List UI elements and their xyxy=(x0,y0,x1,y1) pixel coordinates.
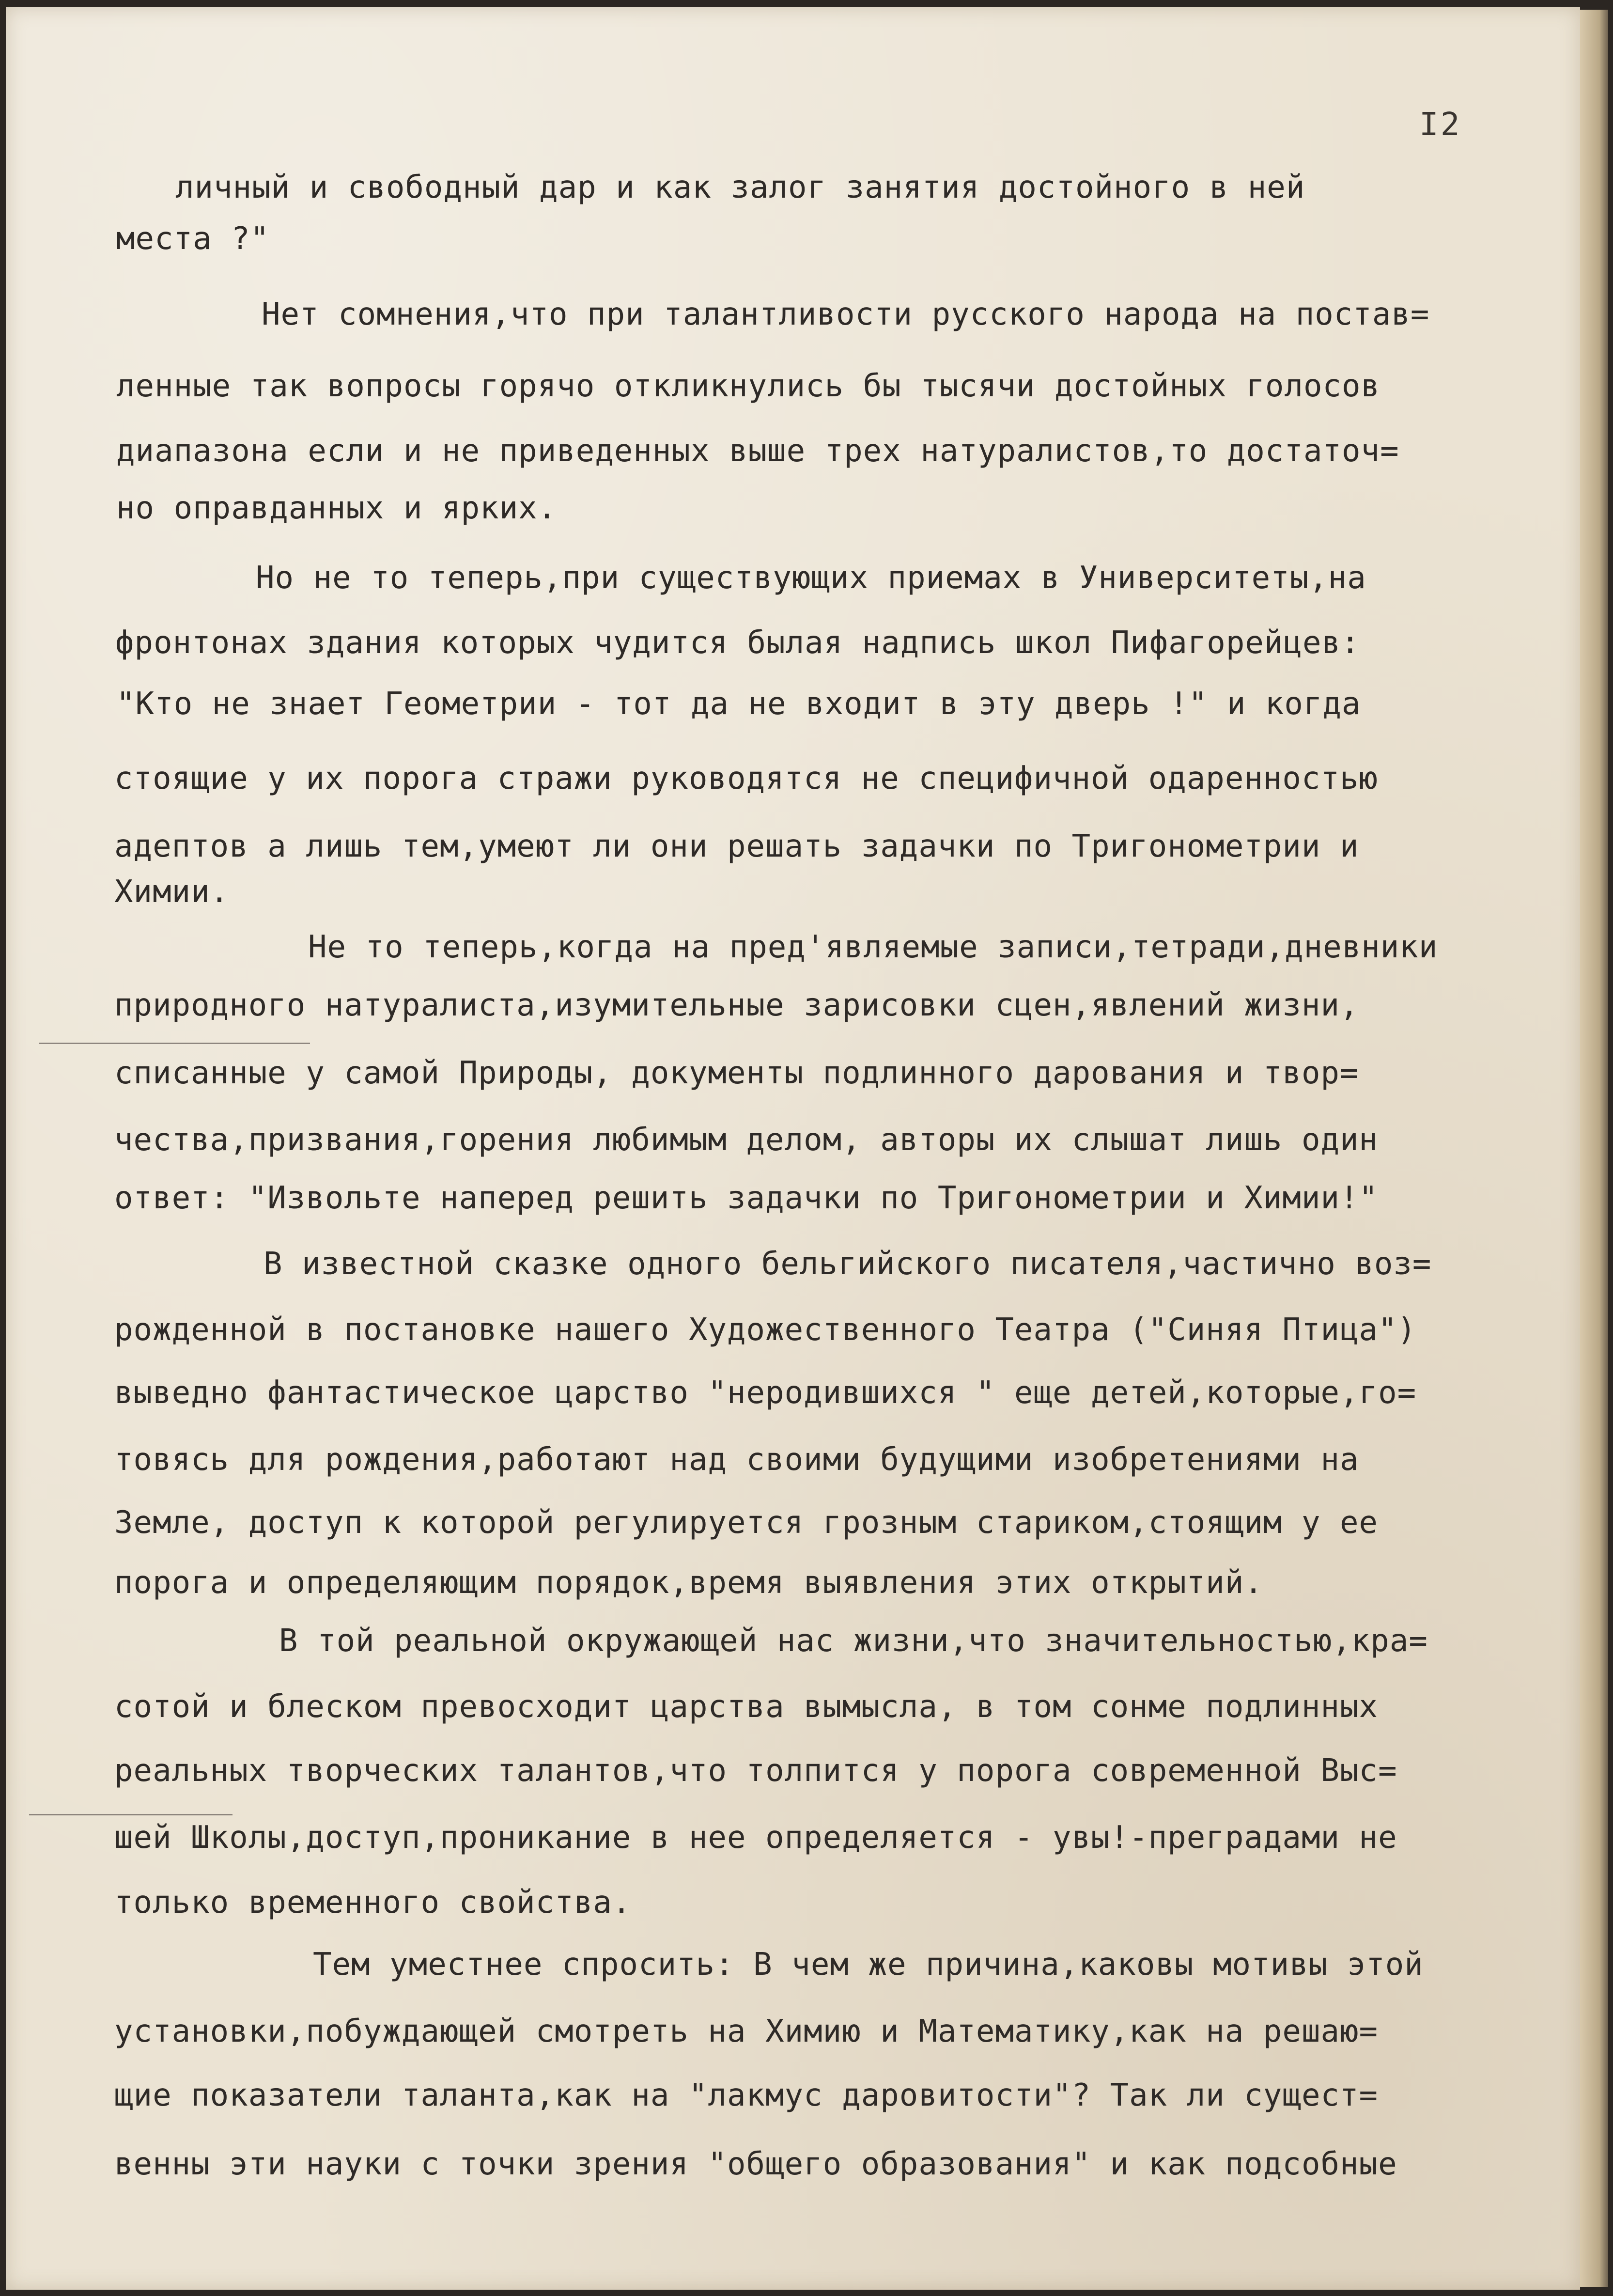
text-line: Не то теперь,когда на пред'являемые записи,тетради,дневники xyxy=(308,929,1438,965)
text-line: установки,побуждающей смотреть на Химию и Математику,как на решаю= xyxy=(114,2014,1379,2049)
text-line: Тем уместнее спросить: В чем же причина,каковы мотивы этой xyxy=(313,1947,1424,1983)
page-number: I2 xyxy=(1419,106,1462,143)
text-line: фронтонах здания которых чудится былая надпись школ Пифагорейцев: xyxy=(115,625,1360,661)
margin-pencil-line xyxy=(39,1043,310,1044)
text-line: Химии. xyxy=(114,874,230,910)
text-line: чества,призвания,горения любимым делом, авторы их слышат лишь один xyxy=(114,1122,1379,1158)
text-line: диапазона если и не приведенных выше трех натуралистов,то достаточ= xyxy=(116,433,1399,469)
text-line: Земле, доступ к которой регулируется грозным стариком,стоящим у ее xyxy=(114,1505,1379,1541)
text-line: венны эти науки с точки зрения "общего образования" и как подсобные xyxy=(114,2146,1397,2182)
text-line: В той реальной окружающей нас жизни,что значительностью,кра= xyxy=(279,1623,1428,1659)
text-line: ленные так вопросы горячо откликнулись бы тысячи достойных голосов xyxy=(116,368,1380,404)
text-line: списанные у самой Природы, документы подлинного дарования и твор= xyxy=(114,1055,1359,1091)
text-line: только временного свойства. xyxy=(114,1885,632,1921)
text-line: выведно фантастическое царство "неродившихся " еще детей,которые,го= xyxy=(114,1375,1417,1411)
text-line: Но не то теперь,при существующих приемах в Университеты,на xyxy=(256,560,1366,596)
text-line: щие показатели таланта,как на "лакмус даровитости"? Так ли сущест= xyxy=(114,2077,1379,2113)
text-line: природного натуралиста,изумительные зарисовки сцен,явлений жизни, xyxy=(114,987,1359,1023)
text-line: адептов а лишь тем,умеют ли они решать задачки по Тригонометрии и xyxy=(114,828,1359,864)
text-line: личный и свободный дар и как залог занятия достойного в ней xyxy=(175,170,1305,205)
text-line: ответ: "Извольте наперед решить задачки по Тригонометрии и Химии!" xyxy=(114,1180,1379,1216)
text-line: товясь для рождения,работают над своими будущими изобретениями на xyxy=(114,1442,1359,1478)
text-line: В известной сказке одного бельгийского писателя,частично воз= xyxy=(264,1246,1432,1282)
text-line: порога и определяющим порядок,время выявления этих открытий. xyxy=(114,1565,1263,1601)
text-line: рожденной в постановке нашего Художественного Театра ("Синяя Птица") xyxy=(114,1312,1417,1348)
text-line: сотой и блеском превосходит царства вымысла, в том сонме подлинных xyxy=(114,1689,1379,1725)
text-line: шей Школы,доступ,проникание в нее определяется - увы!-преградами не xyxy=(114,1820,1397,1856)
text-line: Нет сомнения,что при талантливости русского народа на постав= xyxy=(262,297,1430,332)
text-line: "Кто не знает Геометрии - тот да не входит в эту дверь !" и когда xyxy=(116,686,1361,722)
margin-pencil-line xyxy=(29,1814,233,1815)
text-line: реальных творческих талантов,что толпится у порога современной Выс= xyxy=(114,1753,1397,1789)
text-line: но оправданных и ярких. xyxy=(116,490,557,526)
text-line: стоящие у их порога стражи руководятся не специфичной одаренностью xyxy=(114,761,1379,797)
text-line: места ?" xyxy=(116,221,270,257)
